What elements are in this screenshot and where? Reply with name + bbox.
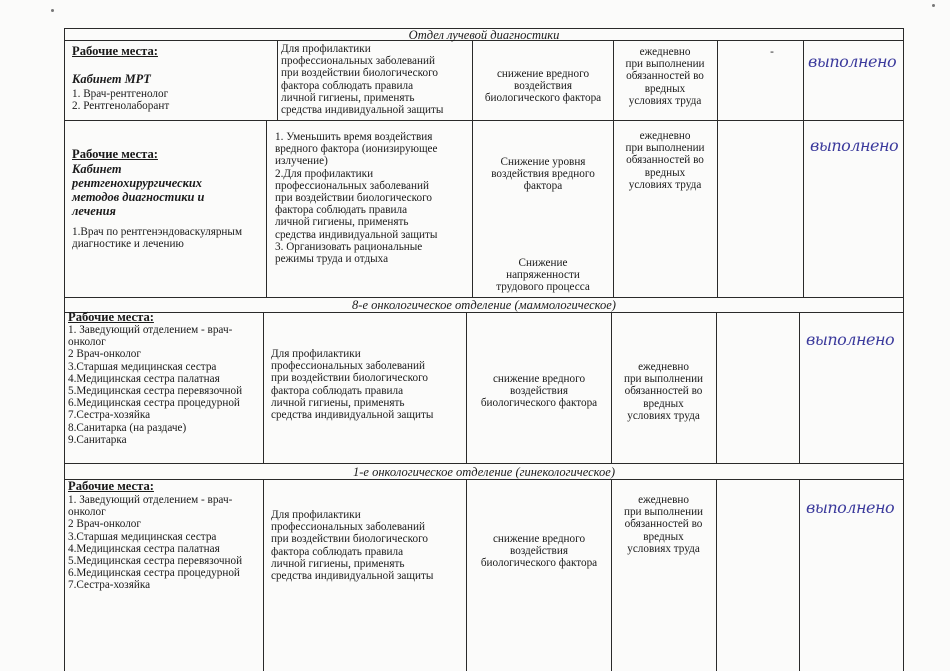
frequency-text: ежедневно при выполнении обязанностей во вредных условиях труда [625, 130, 705, 191]
row-divider [64, 463, 904, 464]
measures-text: Для профилактики профессиональных заболеваний при воздействии биологического фактора соблюдать правила личной гигиены, применять средства индивидуальной защиты [271, 348, 434, 422]
workplaces-label: Рабочие места: [68, 479, 154, 493]
positions-list: 1. Заведующий отделением - врач- онколог 2 Врач-онколог 3.Старшая медицинская сестра 4.Медицинская сестра палатная 5.Медицинская сестра перевязочной 6.Медицинская сестра процедурной 7.Сестра-хозяйка [68, 494, 243, 592]
frequency-text: ежедневно при выполнении обязанностей во вредных условиях труда [623, 494, 704, 555]
scan-speck [932, 4, 935, 7]
section-header-oncology8: 8-е онкологическое отделение (маммологическое) [352, 298, 616, 312]
column-divider [266, 120, 267, 297]
column-divider [263, 479, 264, 671]
unit-name: Кабинет МРТ [72, 72, 151, 86]
positions-list: 1. Заведующий отделением - врач- онколог 2 Врач-онколог 3.Старшая медицинская сестра 4.Медицинская сестра палатная 5.Медицинская сестра перевязочной 6.Медицинская сестра процедурной 7.Сестра-хозяйка 8.Санитарка (на раздаче) 9.Санитарка [68, 324, 243, 446]
unit-name: Кабинет рентгенохирургических методов диагностики и лечения [72, 162, 205, 218]
column-divider [466, 479, 467, 671]
status-signature: выполнено [810, 136, 899, 155]
section-header-oncology1: 1-е онкологическое отделение (гинекологическое) [353, 465, 615, 479]
goal-text: снижение вредного воздействия биологического фактора [480, 533, 598, 570]
column-divider [717, 40, 718, 297]
measures-text: Для профилактики профессиональных заболеваний при воздействии биологического фактора соблюдать правила личной гигиены, применять средства индивидуальной защиты [271, 509, 434, 583]
column-divider [803, 40, 804, 297]
positions-list: 1.Врач по рентгенэндоваскулярным диагностике и лечению [72, 226, 243, 251]
workplaces-label: Рабочие места: [72, 44, 158, 58]
table-border-left [64, 28, 65, 671]
column-divider [472, 40, 473, 297]
goal-text-2: Снижение напряженности трудового процесса [496, 257, 590, 294]
positions-list: 1. Врач-рентгенолог 2. Рентгенолаборант [72, 88, 170, 113]
measures-text: Для профилактики профессиональных заболеваний при воздействии биологического фактора соблюдать правила личной гигиены, применять средства индивидуальной защиты [281, 43, 444, 117]
table-border-right [903, 28, 904, 671]
row-divider [64, 120, 904, 121]
workplaces-label: Рабочие места: [68, 310, 154, 324]
column-divider [277, 40, 278, 120]
goal-text: Снижение уровня воздействия вредного фактора [491, 156, 595, 193]
column-divider [466, 312, 467, 463]
column-divider [799, 479, 800, 671]
status-signature: выполнено [806, 498, 895, 517]
extra-value: - [770, 46, 774, 58]
column-divider [263, 312, 264, 463]
goal-text: снижение вредного воздействия биологического фактора [480, 373, 598, 410]
status-signature: выполнено [808, 52, 897, 71]
goal-text: снижение вредного воздействия биологического фактора [484, 68, 602, 105]
workplaces-label: Рабочие места: [72, 147, 158, 161]
column-divider [716, 479, 717, 671]
status-signature: выполнено [806, 330, 895, 349]
scan-speck [51, 9, 54, 12]
frequency-text: ежедневно при выполнении обязанностей во вредных условиях труда [625, 46, 705, 107]
column-divider [799, 312, 800, 463]
measures-text: 1. Уменьшить время воздействия вредного фактора (ионизирующее излучение) 2.Для профилактики профессиональных заболеваний при воздействии биологического фактора соблюдать правила личной гигиены, применять средства индивидуальной защиты 3. Организовать рациональные режимы труда и отдыха [275, 131, 438, 266]
column-divider [716, 312, 717, 463]
frequency-text: ежедневно при выполнении обязанностей во вредных условиях труда [623, 361, 704, 422]
section-header-radiology: Отдел лучевой диагностики [408, 28, 560, 42]
